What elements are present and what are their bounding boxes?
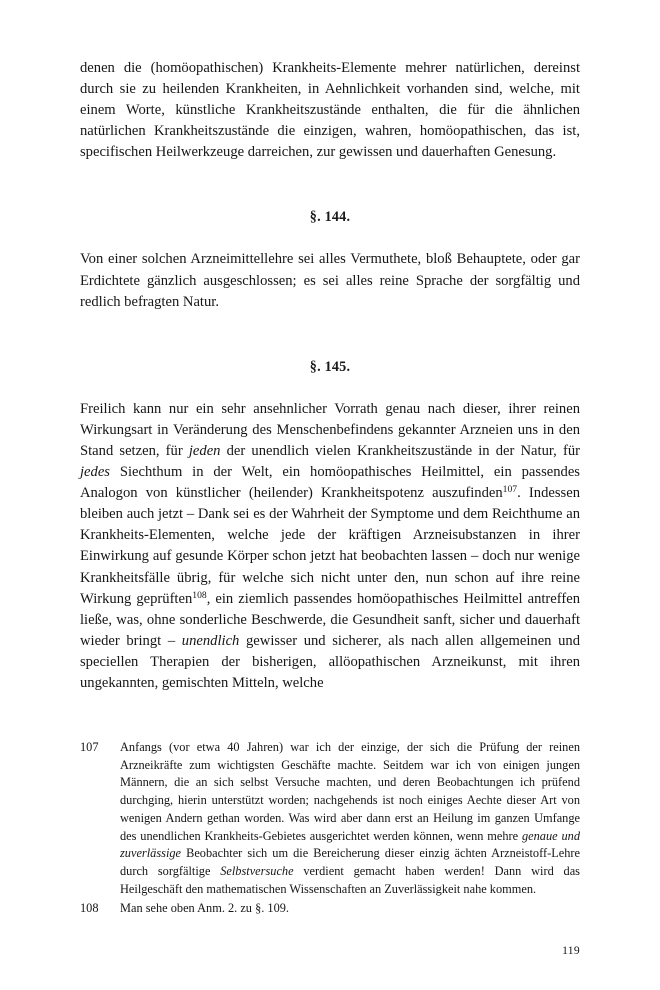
fn107-run-3: verdient gemacht haben werden! Dann wird das Heilgeschäft den mathematischen Wissenschaften an Zuverlässigkeit nahe kommen.: [120, 863, 580, 896]
footnote-108: [80, 900, 580, 918]
par145-run-3: Siechthum in der Welt, ein homöopathisches Heilmittel, ein passendes Analogon von künstlicher (heilender) Krankheitspotenz auszufinden: [80, 464, 580, 502]
footnote-number-107: 107: [80, 740, 99, 755]
page-content: [80, 58, 580, 918]
footnote-ref-108[interactable]: 108: [192, 589, 207, 601]
fn107-run-2: Beobachter sich um die Bereicherung dieser einzig ächten Arzneistoff-Lehre durch sorgfältige: [120, 846, 580, 878]
footnote-107: [80, 739, 580, 898]
spacer: [80, 163, 580, 207]
footnotes-section: [80, 739, 580, 918]
footnote-text-107: [120, 739, 580, 898]
par145-italic-unendlich: unendlich: [181, 632, 240, 649]
fn107-italic-genaue-zuverlaessige: genaue und zuverlässige: [120, 828, 580, 861]
spacer: [80, 313, 580, 357]
par145-run-1: Freilich kann nur ein sehr ansehnlicher Vorrath genau nach dieser, ihrer reinen Wirkungsart in Veränderung des Menschenbefindens gekannter Arzneien uns in den Stand setzen, für: [80, 400, 580, 459]
spacer: [80, 227, 580, 249]
par145-run-5: , ein ziemlich passendes homöopathisches Heilmittel antreffen ließe, was, ohne sonderliche Beschwerde, die Gesundheit sanft, sicher und dauerhaft wieder bringt –: [80, 590, 580, 649]
continued-paragraph: denen die (homöopathischen) Krankheits-Elemente mehrer natürlichen, dereinst durch sie zu heilenden Krankheiten, in Aehnlichkeit vorhanden sind, welche, mit einem Worte, künstliche Krankheitszustände enthalten, die für die ähnlichen natürlichen Krankheitszustände die einzigen, wahren, homöopathischen, das ist, specifischen Heilwerkzeuge darreichen, zur gewissen und dauerhaften Genesung.: [80, 60, 580, 161]
page-number: 119: [562, 944, 580, 957]
section-paragraph-145: [80, 399, 580, 694]
footnote-text-108: [120, 900, 580, 918]
par145-run-4: . Indessen bleiben auch jetzt – Dank sei es der Wahrheit der Symptome und dem Reichthume an Krankheits-Elementen, welche jede der kräftigen Arzneisubstanzen in ihrer Einwirkung auf gesunde Körper schon jetzt hat beobachten lassen – doch nur wenige Krankheitsfälle übrig, für welche sich nicht unter den, nun schon auf ihre reine Wirkung geprüften: [80, 485, 580, 607]
section-paragraph-144: Von einer solchen Arzneimittellehre sei alles Vermuthete, bloß Behauptete, oder gar Erdichtete gänzlich ausgeschlossen; es sei alles reine Sprache der sorgfältig und redlich befragten Natur.: [80, 251, 580, 310]
par145-italic-jeden: jeden: [188, 442, 221, 459]
spacer: [80, 377, 580, 399]
par145-run-6: gewisser und sicherer, als nach allen allgemeinen und speciellen Therapien der bisherigen, allöopathischen Arzneikunst, mit ihren ungekannten, gemischten Mitteln, welche: [80, 632, 581, 691]
fn107-run-1: Anfangs (vor etwa 40 Jahren) war ich der einzige, der sich die Prüfung der reinen Arzneikräfte zum wichtigsten Geschäfte machte. Seitdem war ich von einigen jungen Männern, die an sich selbst Versuche machten, und deren Beobachtungen ich prüfend durchging, hierin unterstützt worden; nachgehends ist noch einiges Aechte dieser Art von wenigen Andern gethan worden. Was wird aber dann erst an Heilung im ganzen Umfange des unendlichen Krankheits-Gebietes ausgerichtet werden können, wenn mehre: [120, 740, 580, 843]
par145-run-2: der unendlich vielen Krankheitszustände in der Natur, für: [220, 442, 580, 459]
fn107-italic-selbstversuche: Selbstversuche: [220, 863, 294, 878]
footnote-ref-107[interactable]: 107: [502, 484, 518, 496]
par145-italic-jedes: jedes: [80, 464, 110, 481]
section-heading-145: §. 145.: [309, 358, 351, 375]
footnote-number-108: 108: [80, 901, 99, 916]
fn108-run-1: Man sehe oben Anm. 2. zu §. 109.: [120, 901, 290, 916]
section-heading-144: §. 144.: [309, 209, 351, 226]
